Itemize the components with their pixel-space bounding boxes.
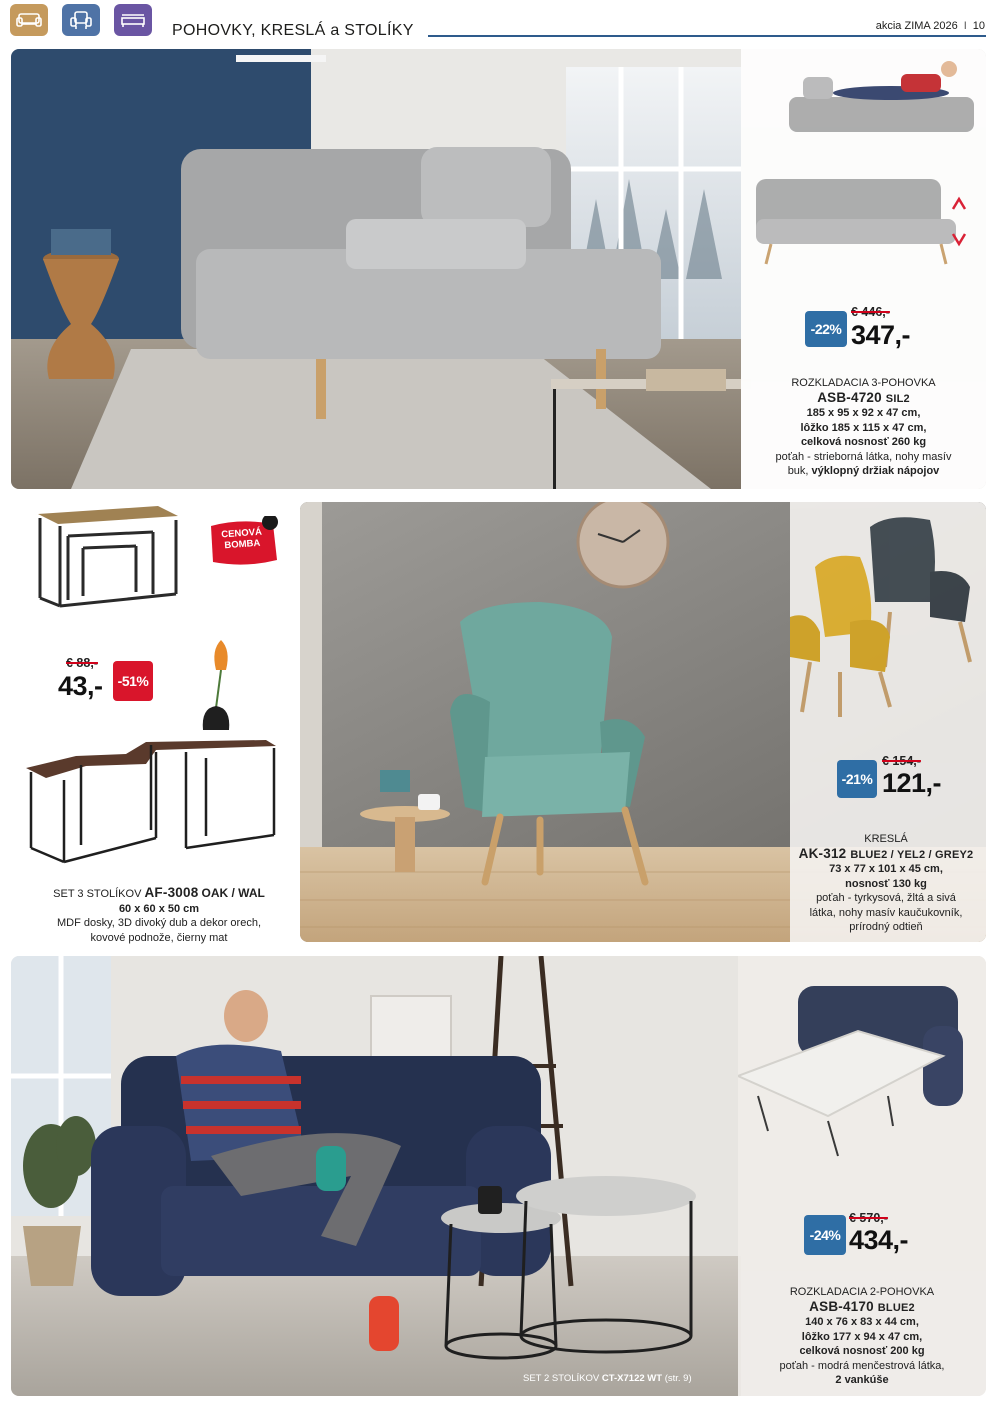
- model-code: AK-312: [798, 845, 847, 861]
- campaign-label: akcia ZIMA 2026: [875, 20, 958, 32]
- sofa-bed-3-photo: [11, 49, 986, 489]
- discount-badge: -24%: [804, 1215, 846, 1255]
- old-price: € 446,-: [851, 305, 890, 319]
- armchair-variant-images: [790, 502, 986, 742]
- sofa-bed-2-photo: [11, 956, 986, 1396]
- new-price: 43,-: [58, 671, 103, 701]
- old-price: € 570,-: [849, 1211, 888, 1225]
- header-divider: [428, 35, 986, 37]
- table-set-description: [24, 886, 294, 945]
- load-capacity: celková nosnosť 200 kg: [799, 1345, 925, 1357]
- new-price: 121,-: [882, 768, 942, 798]
- caption-prefix: SET 2 STOLÍKOV: [523, 1373, 600, 1384]
- product-dimensions: 185 x 95 x 92 x 47 cm,: [806, 407, 921, 419]
- table-set-photo: [26, 630, 286, 870]
- page-title: POHOVKY, KRESLÁ a STOLÍKY: [172, 22, 414, 39]
- page-number: 10: [972, 20, 985, 32]
- product-model: [738, 1300, 986, 1316]
- material-description: poťah - modrá menčestrová látka,: [779, 1359, 945, 1372]
- sofa-icon[interactable]: [10, 4, 48, 36]
- material-description: MDF dosky, 3D divoký dub a dekor orech,: [57, 917, 261, 929]
- bed-icon[interactable]: [114, 4, 152, 36]
- caption-ref: (str. 9): [664, 1373, 692, 1384]
- product-model: [783, 847, 986, 863]
- feature-text: výklopný držiak nápojov: [811, 465, 940, 477]
- tables-caption: [523, 1373, 692, 1384]
- product-category: ROZKLADACIA 3-POHOVKA: [791, 377, 936, 389]
- load-capacity: celková nosnosť 260 kg: [800, 436, 927, 448]
- price-bomb-badge: [207, 516, 277, 564]
- material-description-2: [741, 464, 986, 479]
- material-description-2: 2 vankúše: [835, 1374, 889, 1386]
- product-category: SET 3 STOLÍKOV: [53, 888, 142, 900]
- product-category: KRESLÁ: [864, 833, 908, 845]
- product-category: ROZKLADACIA 2-POHOVKA: [789, 1286, 935, 1298]
- material-description-3: prírodný odtieň: [849, 921, 923, 933]
- discount-badge: -22%: [805, 311, 847, 347]
- table-set-image: [28, 498, 188, 614]
- load-capacity: nosnosť 130 kg: [845, 877, 927, 890]
- product-model-line: [24, 886, 294, 902]
- product-dimensions: 60 x 60 x 50 cm: [118, 902, 200, 915]
- bomb-line-1: CENOVÁ: [220, 526, 263, 541]
- old-price: € 88,-: [66, 656, 98, 670]
- header-separator: I: [963, 20, 967, 32]
- campaign-info: [876, 20, 985, 32]
- armchair-description: [783, 832, 986, 935]
- material-description-2: kovové podnože, čierny mat: [90, 931, 228, 944]
- model-code: ASB-4720: [817, 389, 882, 405]
- model-code: AF-3008: [144, 885, 199, 900]
- model-variant: BLUE2 / YEL2 / GREY2: [850, 848, 974, 861]
- new-price: 347,-: [851, 320, 911, 350]
- caption-model: CT-X7122 WT: [601, 1373, 663, 1384]
- model-variant: SIL2: [885, 392, 910, 405]
- model-variant: OAK / WAL: [201, 886, 265, 900]
- sofa-bed-3-description: [741, 376, 986, 479]
- material-description: poťah - tyrkysová, žltá a sivá: [816, 892, 956, 904]
- bed-dimensions: lôžko 185 x 115 x 47 cm,: [800, 421, 927, 434]
- sofa-bed-2-unfolded-image: [738, 956, 986, 1186]
- material-description-2: látka, nohy masív kaučukovník,: [809, 906, 963, 919]
- armchair-photo: [300, 502, 986, 942]
- sofa-bed-2-description: [738, 1285, 986, 1388]
- product-dimensions: 73 x 77 x 101 x 45 cm,: [829, 863, 943, 875]
- bomb-line-2: BOMBA: [224, 537, 261, 552]
- model-variant: BLUE2: [877, 1301, 915, 1314]
- discount-badge: -51%: [113, 661, 153, 701]
- discount-badge: -21%: [837, 760, 877, 798]
- bomb-label: [210, 526, 273, 552]
- material-description: poťah - strieborná látka, nohy masív: [775, 450, 952, 463]
- material-text: buk,: [787, 465, 809, 477]
- armchair-icon[interactable]: [62, 4, 100, 36]
- bed-dimensions: lôžko 177 x 94 x 47 cm,: [801, 1330, 923, 1343]
- old-price: € 154,-: [882, 754, 921, 768]
- sofa-bed-3-variant-images: [741, 49, 986, 289]
- new-price: 434,-: [849, 1225, 909, 1255]
- product-dimensions: 140 x 76 x 83 x 44 cm,: [805, 1316, 919, 1328]
- model-code: ASB-4170: [809, 1298, 874, 1314]
- product-model: [741, 391, 986, 407]
